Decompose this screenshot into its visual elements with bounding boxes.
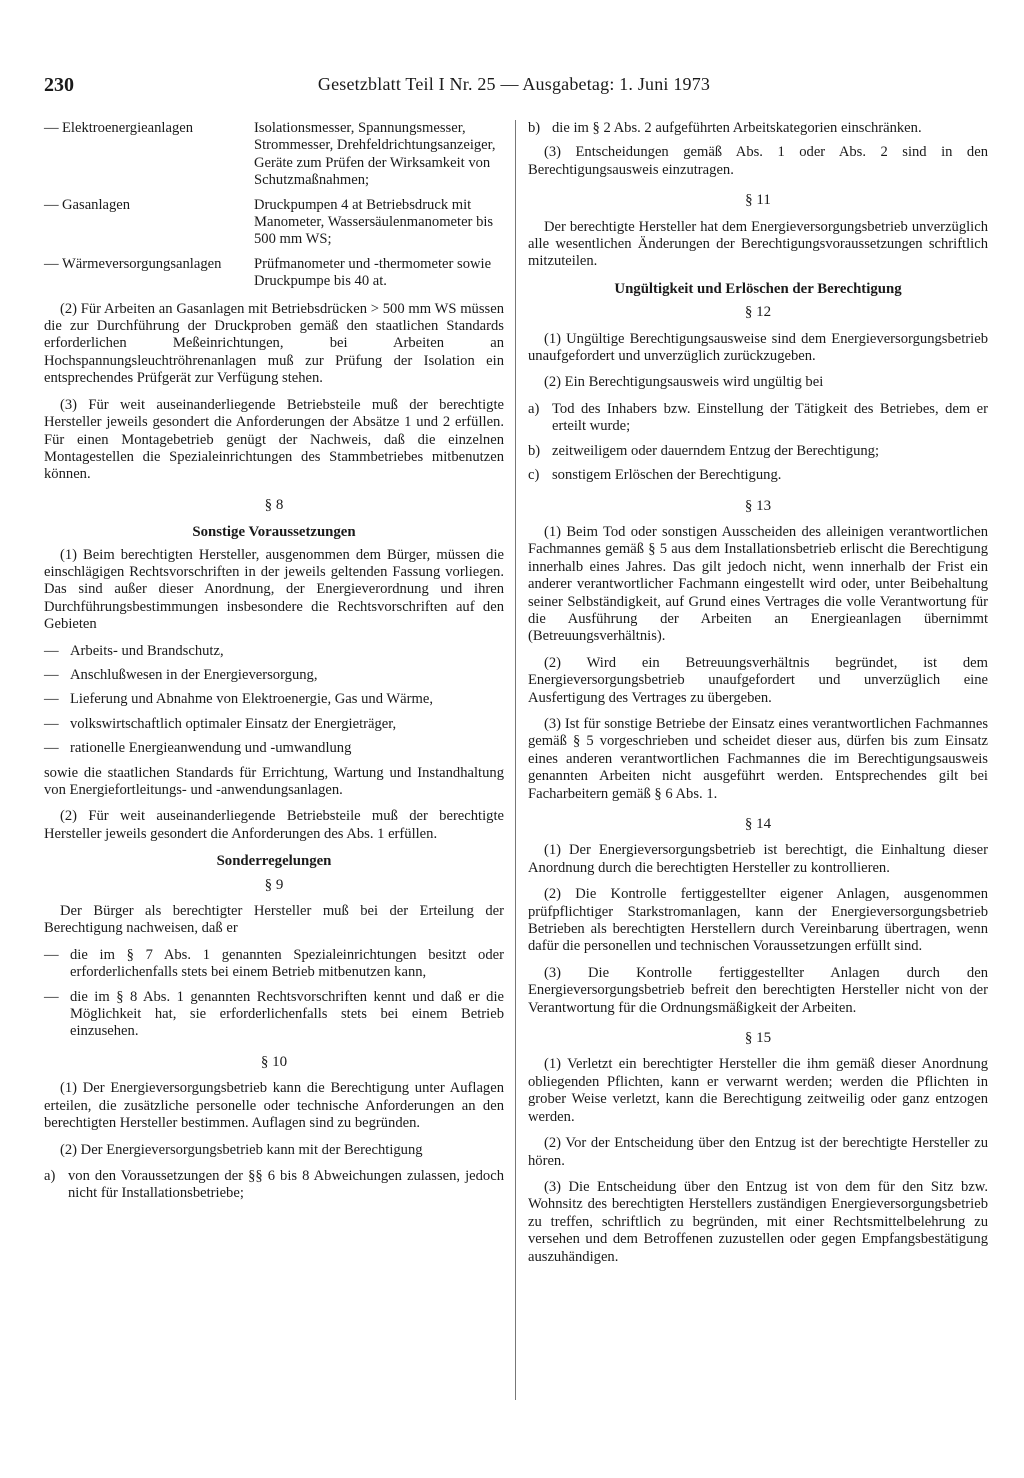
equipment-table — [44, 120, 504, 291]
gazette-title: Gesetzblatt Teil I Nr. 25 — Ausgabetag: 1. Juni 1973 — [317, 74, 711, 94]
paragraph: (3) Die Kontrolle fertiggestellter Anlagen durch den Energieversorgungsbetrieb befreit den berechtigten Hersteller nicht von der Verantwortung für die Ordnungsmäßigkeit der Arbeiten. — [528, 964, 988, 1016]
page-number: 230 — [44, 74, 74, 96]
table-devices: Druckpumpen 4 at Betriebsdruck mit Manometer, Wassersäulenmanometer bis 500 mm WS; — [254, 196, 494, 248]
list-text: zeitweiligem oder dauerndem Entzug der Berechtigung; — [552, 442, 880, 459]
paragraph: (1) Beim Tod oder sonstigen Ausscheiden des alleinigen verantwortlichen Fachmannes gemäß § 5 aus dem Installationsbetrieb erlischt die Berechtigung innerhalb eines Jahres. Das gilt jedoch nicht, wenn innerhalb der Frist ein anderer verantwortlicher Fachmann eingestellt wird oder, unter Beibehaltung seiner Selbständigkeit, auf Grund eines Vertrages die volle Verantwortung für die Ausführung der Arbeiten an Energieanlagen übernimmt (Betreuungsverhältnis). — [528, 523, 988, 645]
paragraph: (1) Verletzt ein berechtigter Hersteller die ihm gemäß dieser Anordnung obliegenden Pflichten, kann er verwarnt werden; werden die Pflichten in grober Weise verletzt, kann die Berechtigung zeitweilig oder ganz entzogen werden. — [528, 1056, 988, 1125]
list-text: Anschlußwesen in der Energieversorgung, — [70, 666, 318, 683]
paragraph: (2) Ein Berechtigungsausweis wird ungültig bei — [544, 374, 824, 391]
list-marker: c) — [528, 467, 540, 484]
list-text: von den Voraussetzungen der §§ 6 bis 8 Abweichungen zulassen, jedoch nicht für Installationsbetriebe; — [68, 1167, 504, 1202]
paragraph: (1) Der Energieversorgungsbetrieb kann die Berechtigung unter Auflagen erteilen, die zusätzliche personelle oder technische Anforderungen an den berechtigten Hersteller bestimmen. Auflagen sind zu begründen. — [44, 1080, 504, 1132]
section-heading: Sonstige Voraussetzungen — [192, 524, 356, 541]
paragraph: sowie die staatlichen Standards für Errichtung, Wartung und Instandhaltung von Energiefortleitungs- und -anwendungsanlagen. — [44, 764, 504, 798]
list-text: Lieferung und Abnahme von Elektroenergie, Gas und Wärme, — [70, 691, 433, 708]
list-marker: — — [44, 988, 59, 1005]
list-item — [44, 947, 504, 982]
list-marker: b) — [528, 442, 541, 459]
paragraph: (3) Ist für sonstige Betriebe der Einsatz eines verantwortlichen Fachmannes gemäß § 5 vorgeschrieben und scheidet dieser aus, dürfen bis zum Einsatz eines anderen verantwortlichen Fachmannes die im Berechtigungsausweis genannten Arbeiten nicht ausgeführt werden. Entsprechendes gilt bei Facharbeitern gemäß § 6 Abs. 1. — [528, 715, 988, 802]
list-item — [44, 1168, 504, 1203]
table-dash: — — [44, 255, 59, 272]
list-item — [44, 716, 504, 733]
paragraph: (1) Ungültige Berechtigungsausweise sind dem Energieversorgungsbetrieb unaufgefordert und unverzüglich zurückzugeben. — [528, 330, 988, 365]
list-item — [44, 691, 504, 708]
list-marker: a) — [528, 400, 540, 417]
list-item — [44, 740, 504, 757]
list-marker: — — [44, 946, 59, 963]
column-divider — [515, 120, 516, 1400]
paragraph: (3) Die Entscheidung über den Entzug ist von dem für den Sitz bzw. Wohnsitz des berechtigten Herstellers zuständigen Energieversorgungsbetrieb zu treffen, schriftlich zu begründen, mit einer Rechtsmittelbelehrung zu versehen und dem Betroffenen zuzustellen oder gegen Empfangsbestätigung auszuhändigen. — [528, 1178, 988, 1265]
right-column — [528, 120, 988, 1275]
table-dash: — — [44, 196, 59, 213]
list-item — [528, 443, 988, 460]
paragraph: Der Bürger als berechtigter Hersteller muß bei der Erteilung der Berechtigung nachweisen, daß er — [44, 903, 504, 937]
list-item — [528, 467, 988, 484]
table-plant-name: Elektroenergieanlagen — [62, 120, 194, 136]
list-text: Tod des Inhabers bzw. Einstellung der Tätigkeit des Betriebes, dem er erteilt wurde; — [552, 400, 988, 435]
paragraph: (2) Die Kontrolle fertiggestellter eigener Anlagen, ausgenommen prüfpflichtiger Starkstromanlagen, kann der Energieversorgungsbetrieb Betrieben als berechtigten Herstellern durch Vereinbarung übertragen, wenn dafür die personellen und technischen Voraussetzungen erfüllt sind. — [528, 886, 988, 955]
list-marker: a) — [44, 1167, 56, 1184]
paragraph: (1) Beim berechtigten Hersteller, ausgenommen dem Bürger, müssen die einschlägigen Rechtsvorschriften in der jeweils geltenden Fassung vorliegen. Das sind außer dieser Anordnung, der Energieverordnung und ihren Durchführungsbestimmungen insbesondere die Rechtsvorschriften auf den Gebieten — [44, 546, 504, 633]
section-number: § 8 — [264, 496, 284, 513]
paragraph: (1) Der Energieversorgungsbetrieb ist berechtigt, die Einhaltung dieser Anordnung durch die berechtigten Hersteller zu kontrollieren. — [528, 842, 988, 876]
left-column — [44, 120, 504, 1210]
list-text: die im § 8 Abs. 1 genannten Rechtsvorschriften kennt und daß er die Möglichkeit hat, sie erforderlichenfalls stets bei einem Betrieb einzusehen. — [70, 988, 504, 1040]
section-number: § 12 — [744, 304, 772, 321]
list-text: rationelle Energieanwendung und -umwandlung — [70, 740, 352, 757]
table-devices: Prüfmanometer und -thermometer sowie Druckpumpe bis 40 at. — [254, 255, 492, 290]
section-number: § 11 — [745, 192, 771, 209]
paragraph: (3) Für weit auseinanderliegende Betriebsteile muß der berechtigte Hersteller jeweils gesondert die Anforderungen der Absätze 1 und 2 erfüllen. Für einen Montagebetrieb genügt der Nachweis, daß die einzelnen Montagestellen die Spezialeinrichtungen des Stammbetriebes mitbenutzen können. — [44, 396, 504, 483]
list-text: volkswirtschaftlich optimaler Einsatz der Energieträger, — [70, 715, 397, 732]
section-number: § 10 — [260, 1053, 288, 1070]
section-number: § 15 — [744, 1030, 772, 1047]
list-item — [44, 667, 504, 684]
list-item — [44, 989, 504, 1041]
list-marker: — — [44, 740, 59, 757]
list-marker: — — [44, 691, 59, 708]
table-plant-name: Gasanlagen — [62, 196, 131, 213]
list-item — [528, 120, 988, 137]
table-plant-name: Wärmeversorgungsanlagen — [62, 255, 222, 272]
paragraph: (2) Wird ein Betreuungsverhältnis begründet, ist dem Energieversorgungsbetrieb unaufgefordert und unverzüglich eine Ausfertigung des Vertrages zu übergeben. — [528, 654, 988, 706]
list-text: sonstigem Erlöschen der Berechtigung. — [552, 467, 782, 484]
list-marker: — — [44, 642, 59, 659]
page-header — [44, 74, 984, 100]
paragraph: Der berechtigte Hersteller hat dem Energieversorgungsbetrieb unverzüglich alle wesentlichen Änderungen der Berechtigungsvoraussetzungen schriftlich mitzuteilen. — [528, 218, 988, 270]
list-item — [44, 643, 504, 660]
list-marker: — — [44, 715, 59, 732]
list-text: die im § 2 Abs. 2 aufgeführten Arbeitskategorien einschränken. — [552, 120, 922, 136]
list-text: die im § 7 Abs. 1 genannten Spezialeinrichtungen besitzt oder erforderlichenfalls stets bei einem Betrieb mitbenutzen kann, — [70, 946, 504, 981]
paragraph: (2) Der Energieversorgungsbetrieb kann mit der Berechtigung — [60, 1141, 423, 1158]
list-text: Arbeits- und Brandschutz, — [70, 642, 224, 659]
section-heading: Ungültigkeit und Erlöschen der Berechtigung — [614, 280, 902, 297]
table-dash: — — [44, 120, 59, 136]
list-item — [528, 401, 988, 436]
paragraph: (2) Für weit auseinanderliegende Betriebsteile muß der berechtigte Hersteller jeweils gesondert die Anforderungen des Abs. 1 erfüllen. — [44, 808, 504, 842]
table-devices: Isolationsmesser, Spannungsmesser, Strommesser, Drehfeldrichtungsanzeiger, Geräte zum Prüfen der Wirksamkeit von Schutzmaßnahmen; — [254, 120, 496, 189]
paragraph: (2) Für Arbeiten an Gasanlagen mit Betriebsdrücken > 500 mm WS müssen die zur Durchführung der Druckproben gemäß den staatlichen Standards erforderlichen Meßeinrichtungen, bei Arbeiten an Hochspannungsleuchtröhrenanlagen muß zur Prüfung der Isolation ein entsprechendes Prüfgerät zur Verfügung stehen. — [44, 300, 504, 387]
paragraph: (3) Entscheidungen gemäß Abs. 1 oder Abs. 2 sind in den Berechtigungsausweis einzutragen. — [528, 144, 988, 178]
section-number: § 14 — [744, 816, 772, 832]
list-marker: b) — [528, 120, 541, 136]
section-number: § 13 — [744, 497, 772, 514]
section-heading: Sonderregelungen — [216, 853, 332, 870]
paragraph: (2) Vor der Entscheidung über den Entzug ist der berechtigte Hersteller zu hören. — [528, 1135, 988, 1169]
section-number: § 9 — [264, 876, 284, 893]
list-marker: — — [44, 666, 59, 683]
